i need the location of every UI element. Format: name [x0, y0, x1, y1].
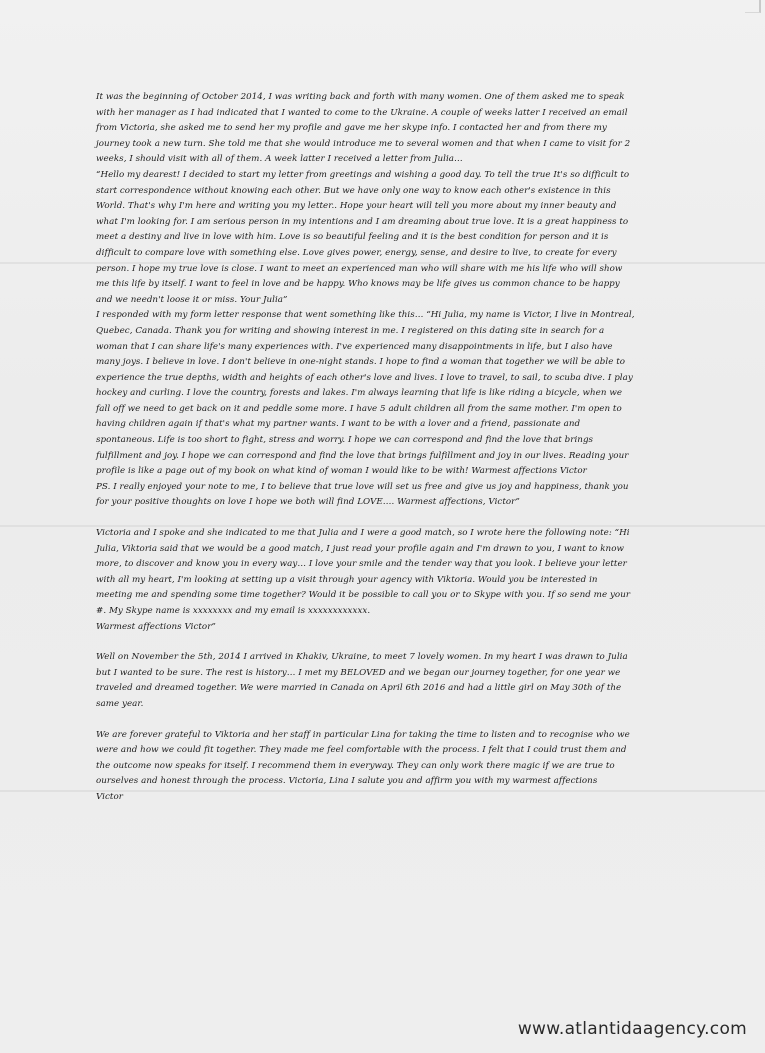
- letter-paragraph-gratitude: We are forever grateful to Viktoria and her staff in particular Lina for taking the time to listen and to recognise who we were and how we could fit together. They made me feel comfortable with the process. I felt that I could trust them and the outcome now speaks for itself. I recommend them in everyway. They can only work there magic if we are true to ourselves and honest through the process. Victoria, Lina I salute you and affirm you with my warmest affections: [96, 729, 630, 787]
- letter-paragraph-note: Victoria and I spoke and she indicated to me that Julia and I were a good match, so I wrote here the following note: “Hi Julia, Viktoria said that we would be a good match, I just read your profile again and I'm drawn to you, I want to know more, to discover and know you in every way… I love your smile and the tender way that you look. I believe your letter with all my heart, I'm looking at setting up a visit through your agency with Viktoria. Would you be interested in meeting me and spending some time together? Would it be possible to call you or to Skype with you. If so send me your #. My Skype name is xxxxxxxx and my email is xxxxxxxxxxxx.: [96, 528, 631, 616]
- paper-corner-mark: [745, 0, 761, 13]
- letter-signature: Victor: [96, 791, 123, 802]
- testimonial-letter: [96, 90, 636, 806]
- paragraph-gap: [96, 713, 636, 728]
- letter-paragraph-ps: PS. I really enjoyed your note to me, I to believe that true love will set us free and give us joy and happiness, thank you for your positive thoughts on love I hope we both will find LOVE…. Warmest affections, Victor”: [96, 481, 629, 508]
- agency-url-watermark: www.atlantidaagency.com: [517, 1019, 747, 1039]
- letter-paragraph-response: I responded with my form letter response that went something like this… “Hi Julia, my name is Victor, I live in Montreal, Quebec, Canada. Thank you for writing and showing interest in me. I registered on this dating site in search for a woman that I can share life's many experiences with. I've experienced many disappointments in life, but I also have many joys. I believe in love. I don't believe in one-night stands. I hope to find a woman that together we will be able to experience the true depths, width and heights of each other's love and lives. I love to travel, to sail, to scuba dive. I play hockey and curling. I love the country, forests and lakes. I'm always learning that life is like riding a bicycle, when we fall off we need to get back on it and peddle some more. I have 5 adult children all from the same mother. I'm open to having children again if that's what my partner wants. I want to be with a lover and a friend, passionate and spontaneous. Life is too short to fight, stress and worry. I hope we can correspond and find the love that brings fulfillment and joy. I hope we can correspond and find the love that brings fulfillment and joy in our lives. Reading your profile is like a page out of my book on what kind of woman I would like to be with! Warmest affections Victor: [96, 310, 635, 477]
- letter-paragraph-julia-letter: “Hello my dearest! I decided to start my letter from greetings and wishing a good day. To tell the true It's so difficult to start correspondence without knowing each other. But we have only one way to know each other's existence in this World. That's why I'm here and writing you my letter.. Hope your heart will tell you more about my inner beauty and what I'm looking for. I am serious person in my intentions and I am dreaming about true love. It is a great happiness to meet a destiny and live in love with him. Love is so beautiful feeling and it is the best condition for person and it is difficult to compare love with something else. Love gives power, energy, sense, and desire to live, to create for every person. I hope my true love is close. I want to meet an experienced man who will share with me his life who will show me this life by itself. I want to feel in love and be happy. Who knows may be life gives us common chance to be happy and we needn't loose it or miss. Your Julia”: [96, 169, 630, 305]
- paragraph-gap: [96, 635, 636, 650]
- paragraph-gap: [96, 511, 636, 526]
- letter-paragraph-intro: It was the beginning of October 2014, I was writing back and forth with many women. One of them asked me to speak with her manager as I had indicated that I wanted to come to the Ukraine. A couple of weeks latter I received an email from Victoria, she asked me to send her my profile and gave me her skype info. I contacted her and from there my journey took a new turn. She told me that she would introduce me to several women and that when I came to visit for 2 weeks, I should visit with all of them. A week latter I received a letter from Julia…: [96, 92, 631, 165]
- letter-paragraph-note-signoff: Warmest affections Victor”: [96, 621, 216, 632]
- letter-paragraph-arrival: Well on November the 5th, 2014 I arrived in Khakiv, Ukraine, to meet 7 lovely women. In my heart I was drawn to Julia but I wanted to be sure. The rest is history… I met my BELOVED and we began our journey together, for one year we traveled and dreamed together. We were married in Canada on April 6th 2016 and had a little girl on May 30th of the same year.: [96, 652, 628, 709]
